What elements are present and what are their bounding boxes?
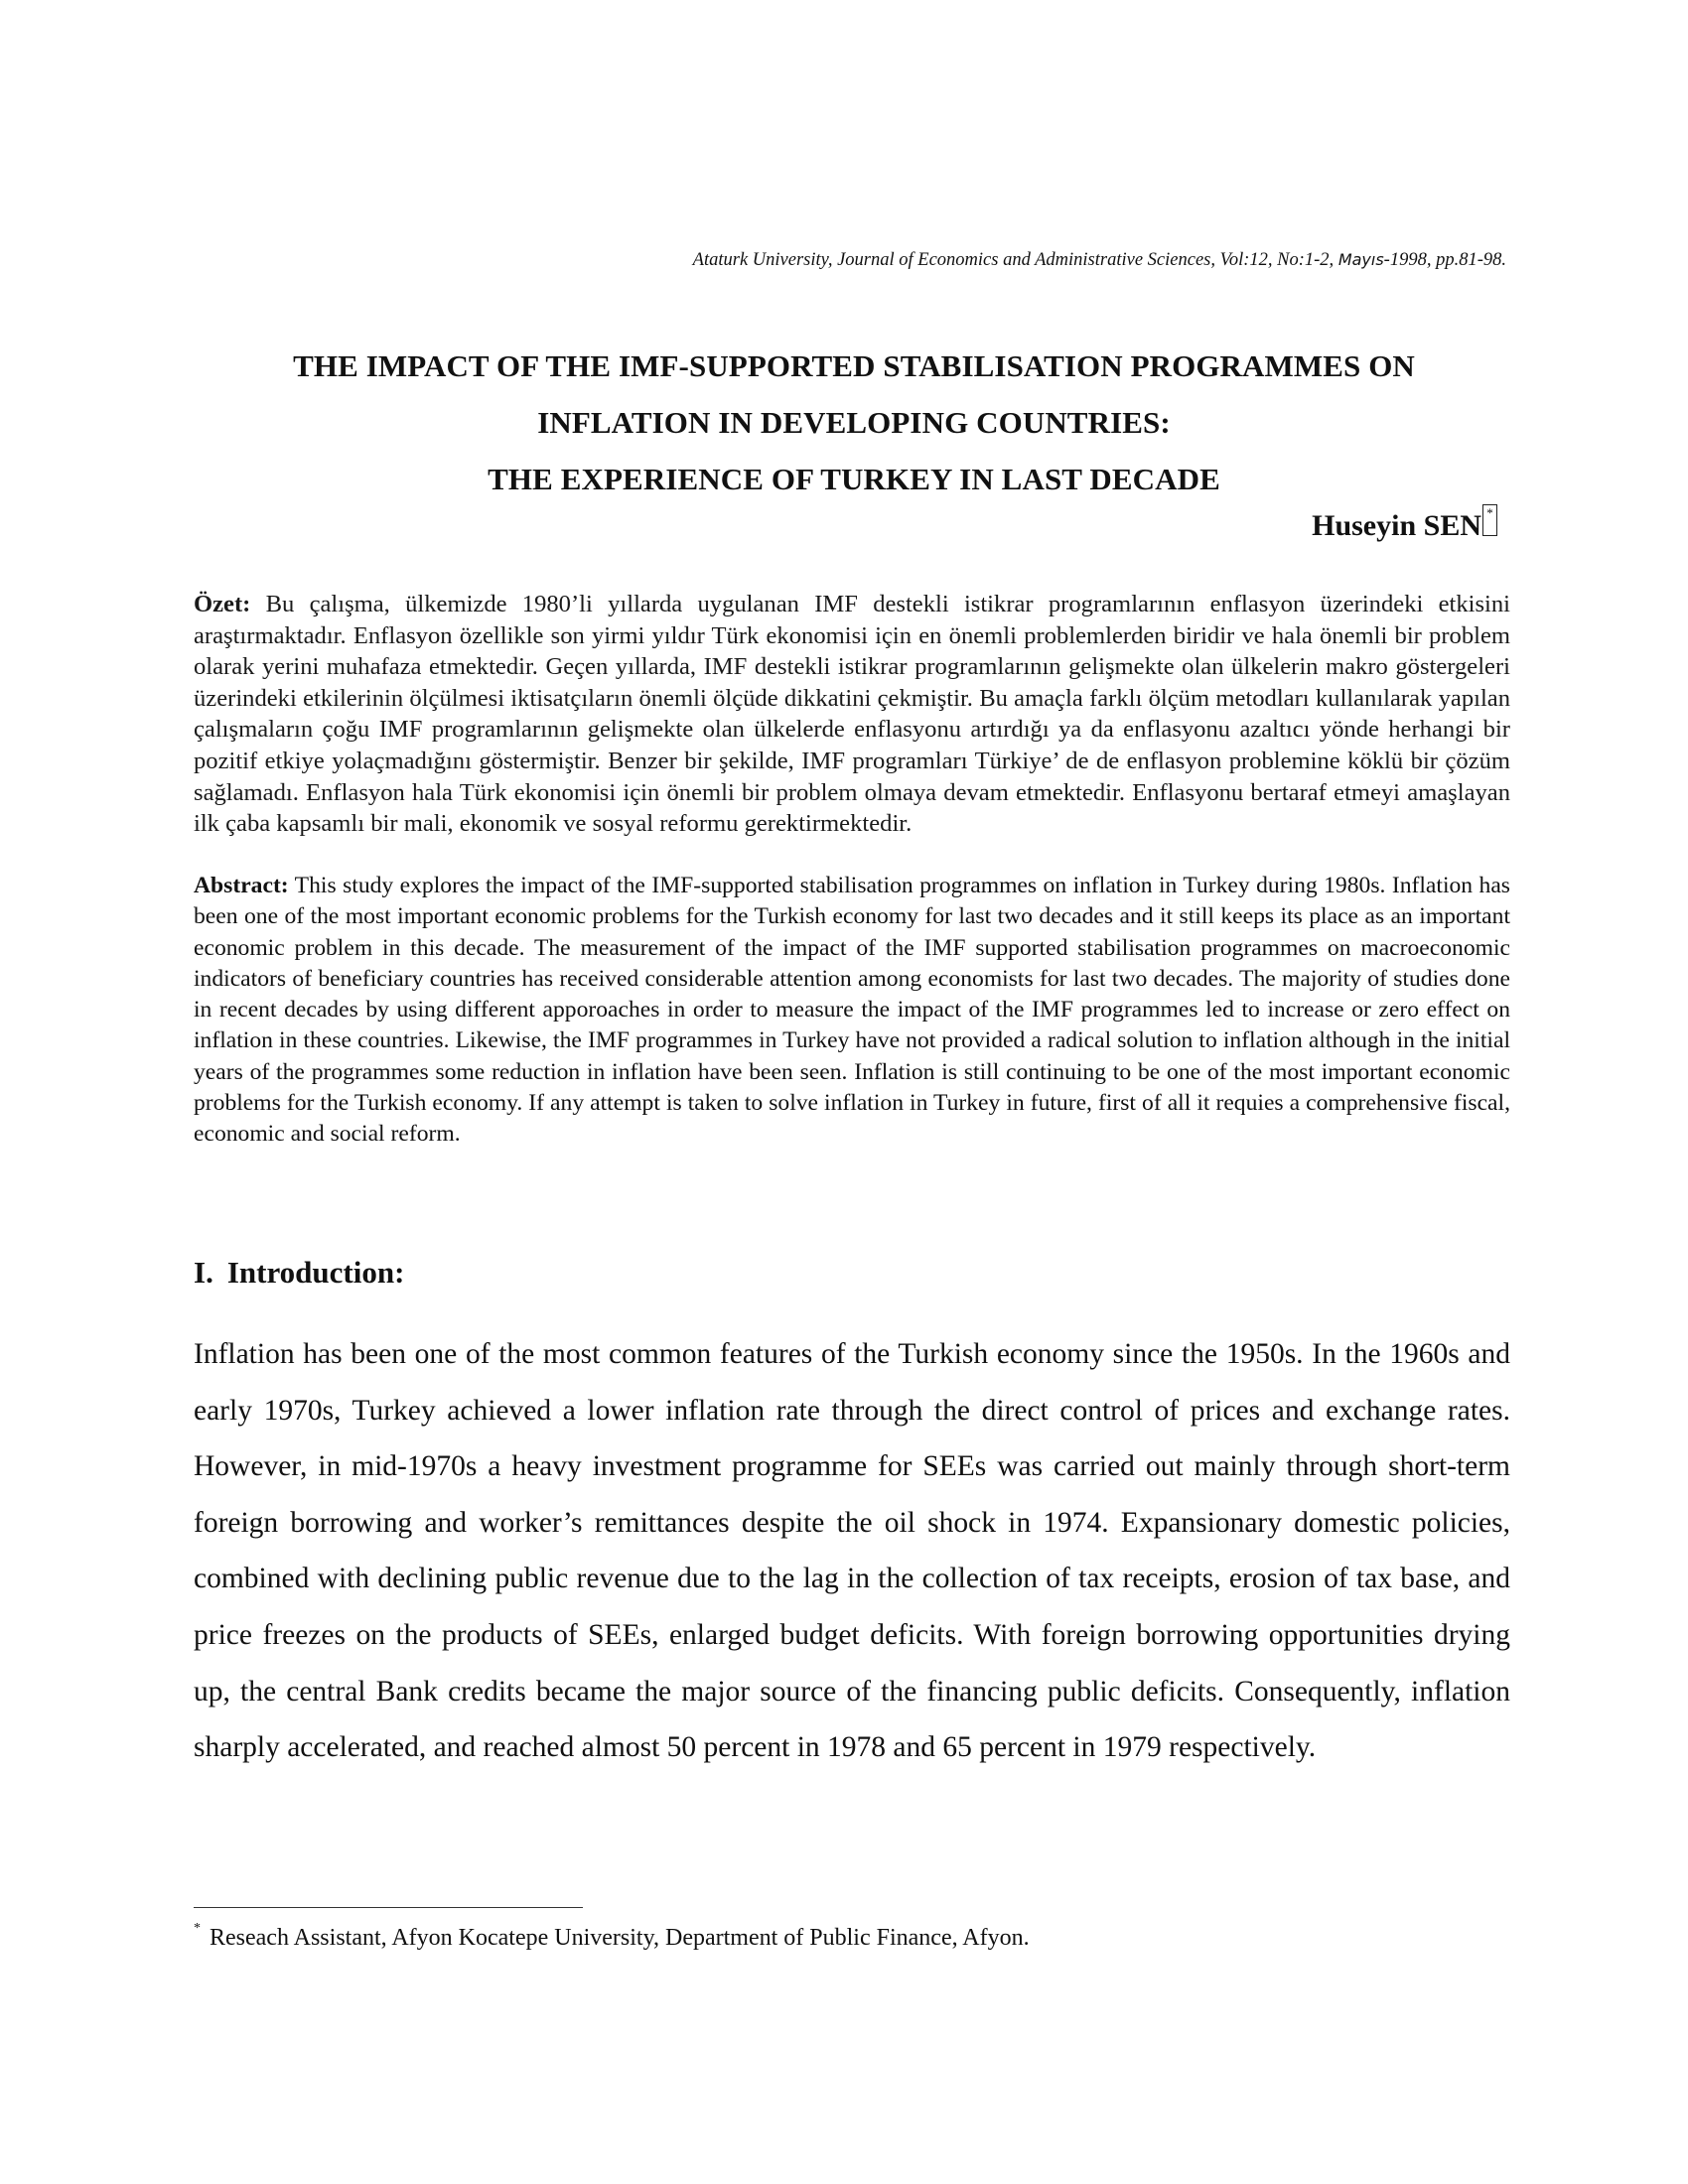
turkish-summary	[194, 589, 1510, 840]
abstract-text: This study explores the impact of the IMF-supported stabilisation programmes on inflation in Turkey during 1980s. Inflation has been one of the most important economic problems for the Turkish economy for last two decades and it still keeps its place as an important economic problem in this decade. The measurement of the impact of the IMF supported stabilisation programmes on macroeconomic indicators of beneficiary countries has received considerable attention among economists for last two decades. The majority of studies done in recent decades by using different apporoaches in order to measure the impact of the IMF programmes led to increase or zero effect on inflation in these countries. Likewise, the IMF programmes in Turkey have not provided a radical solution to inflation although in the initial years of the programmes some reduction in inflation have been seen. Inflation is still continuing to be one of the most important economic problems for the Turkish economy. If any attempt is taken to solve inflation in Turkey in future, first of all it requies a comprehensive fiscal, economic and social reform.	[194, 873, 1510, 1148]
abstract	[194, 871, 1510, 1151]
author-name: Huseyin SEN	[1312, 509, 1481, 542]
section-heading-introduction	[194, 1253, 404, 1293]
section-title: Introduction:	[226, 1255, 405, 1290]
title-line-1: THE IMPACT OF THE IMF-SUPPORTED STABILISATION PROGRAMMES ON	[293, 348, 1415, 383]
journal-citation	[215, 248, 1506, 272]
citation-suffix: -1998, pp.81-98.	[1383, 250, 1506, 270]
footnote-text: Reseach Assistant, Afyon Kocatepe University, Department of Public Finance, Afyon.	[204, 1925, 1030, 1951]
author-line	[1312, 506, 1497, 546]
abstract-label: Abstract:	[194, 873, 289, 898]
citation-prefix: Ataturk University, Journal of Economics and Administrative Sciences, Vol:12, No:1-2,	[692, 250, 1338, 270]
footnote-divider	[194, 1907, 583, 1908]
ozet-label: Özet:	[194, 591, 251, 617]
section-number: I.	[194, 1255, 213, 1290]
introduction-paragraph: Inflation has been one of the most common features of the Turkish economy since the 1950s. In the 1960s and early 1970s, Turkey achieved a lower inflation rate through the direct control of prices and exchange rates. However, in mid-1970s a heavy investment programme for SEEs was carried out mainly through short-term foreign borrowing and worker’s remittances despite the oil shock in 1974. Expansionary domestic policies, combined with declining public revenue due to the lag in the collection of tax receipts, erosion of tax base, and price freezes on the products of SEEs, enlarged budget deficits. With foreign borrowing opportunities drying up, the central Bank credits became the major source of the financing public deficits. Consequently, inflation sharply accelerated, and reached almost 50 percent in 1978 and 65 percent in 1979 respectively.	[194, 1338, 1510, 1764]
footnote-mark: *	[194, 1921, 201, 1936]
title-line-2: INFLATION IN DEVELOPING COUNTRIES:	[537, 405, 1171, 440]
ozet-text: Bu çalışma, ülkemizde 1980’li yıllarda uygulanan IMF destekli istikrar programlarının enflasyon üzerindeki etkisini araştırmaktadır. Enflasyon özellikle son yirmi yıldır Türk ekonomisi için en önemli problemlerden biridir ve hala önemli bir problem olarak yerini muhafaza etmektedir. Geçen yıllarda, IMF destekli istikrar programlarının gelişmekte olan ülkelerin makro göstergeleri üzerindeki etkilerinin ölçülmesi iktisatçıların önemli ölçüde dikkatini çekmiştir. Bu amaçla farklı ölçüm metodları kullanılarak yapılan çalışmaların çoğu IMF programlarının gelişmekte olan ülkelerde enflasyonu artırdığı ya da enflasyonu azaltıcı yönde herhangi bir pozitif etkiye yolaçmadığını göstermiştir. Benzer bir şekilde, IMF programları Türkiye’ de de enflasyon problemine köklü bir çözüm sağlamadı. Enflasyon hala Türk ekonomisi için önemli bir problem olmaya devam etmektedir. Enflasyonu bertaraf etmeyi amaşlayan ilk çaba kapsamlı bir mali, ekonomik ve sosyal reformu gerektirmektedir.	[194, 591, 1510, 838]
citation-month: Mayıs	[1337, 250, 1384, 269]
footnote	[194, 1922, 1514, 1954]
title-line-3: THE EXPERIENCE OF TURKEY IN LAST DECADE	[488, 462, 1220, 496]
paper-title	[194, 338, 1514, 507]
author-footnote-mark[interactable]: *	[1482, 504, 1497, 536]
